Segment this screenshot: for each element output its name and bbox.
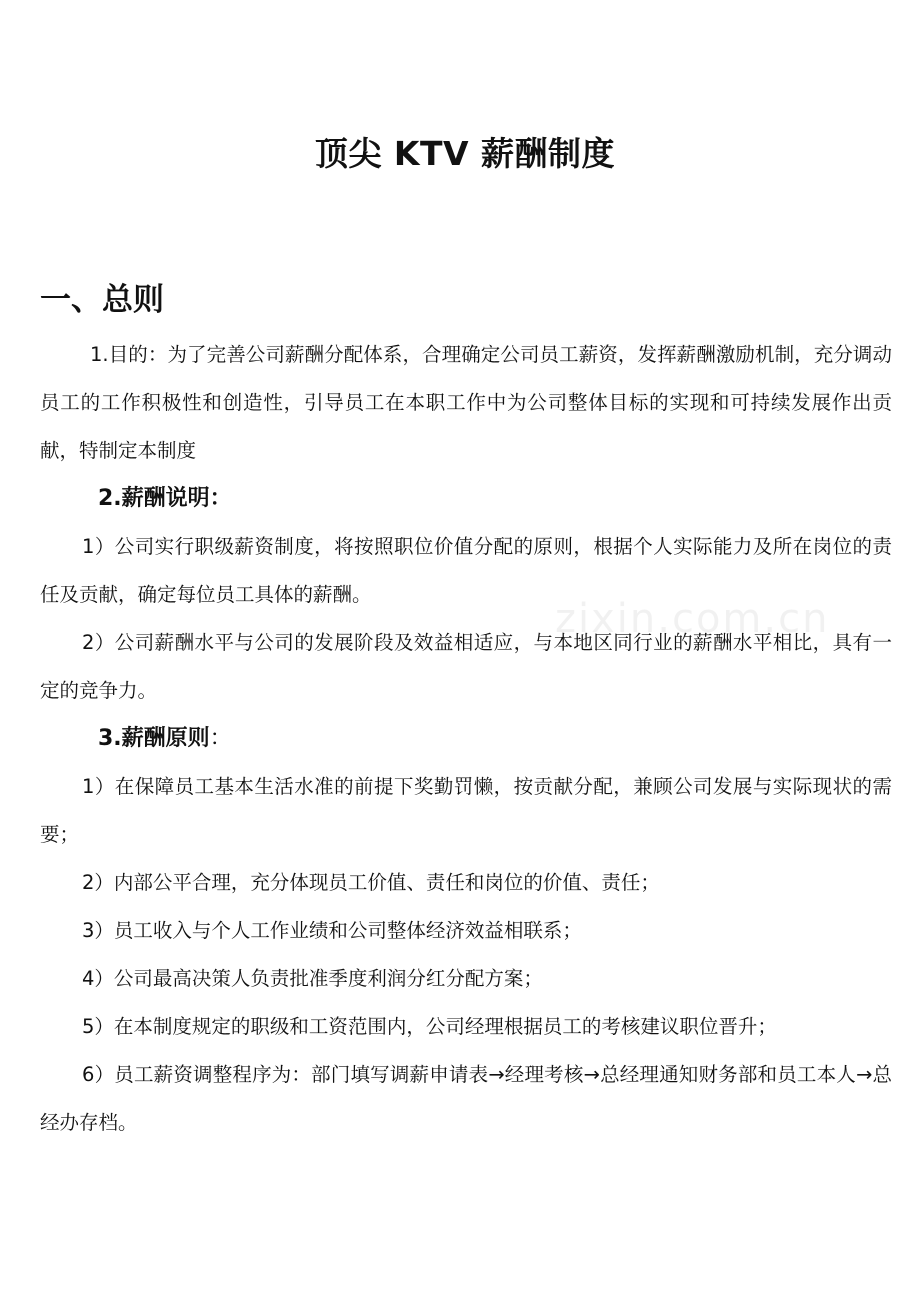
principle-item-1: 1）在保障员工基本生活水准的前提下奖勤罚懒，按贡献分配，兼顾公司发展与实际现状的需要；	[40, 775, 892, 846]
principles-heading-colon: ：	[209, 726, 232, 751]
principle-item-4: 4）公司最高决策人负责批准季度利润分红分配方案；	[82, 967, 543, 990]
watermark-text: zixin.com.cn	[555, 596, 830, 642]
subheading-salary-description: 2.薪酬说明：	[98, 486, 232, 511]
principle-item-6: 6）员工薪资调整程序为：部门填写调薪申请表→经理考核→总经理通知财务部和员工本人→总经办存档。	[40, 1063, 892, 1134]
purpose-paragraph: 1.目的：为了完善公司薪酬分配体系，合理确定公司员工薪资，发挥薪酬激励机制，充分调动员工的工作积极性和创造性，引导员工在本职工作中为公司整体目标的实现和可持续发展作出贡献，特制定本制度	[40, 343, 892, 462]
principle-item-3: 3）员工收入与个人工作业绩和公司整体经济效益相联系；	[82, 919, 582, 942]
section-heading-general: 一、总则	[40, 282, 164, 318]
salary-description-item-2: 2）公司薪酬水平与公司的发展阶段及效益相适应，与本地区同行业的薪酬水平相比，具有一定的竞争力。	[40, 631, 892, 702]
principle-item-2: 2）内部公平合理，充分体现员工价值、责任和岗位的价值、责任；	[82, 871, 660, 894]
principle-item-5: 5）在本制度规定的职级和工资范围内，公司经理根据员工的考核建议职位晋升；	[82, 1015, 777, 1038]
document-body	[40, 331, 892, 1147]
document-title: 顶尖 KTV 薪酬制度	[314, 134, 616, 173]
principles-heading-text: 3.薪酬原则	[98, 726, 210, 751]
subheading-salary-principles	[40, 715, 892, 763]
salary-description-item-1: 1）公司实行职级薪资制度，将按照职位价值分配的原则，根据个人实际能力及所在岗位的责任及贡献，确定每位员工具体的薪酬。	[40, 535, 892, 606]
